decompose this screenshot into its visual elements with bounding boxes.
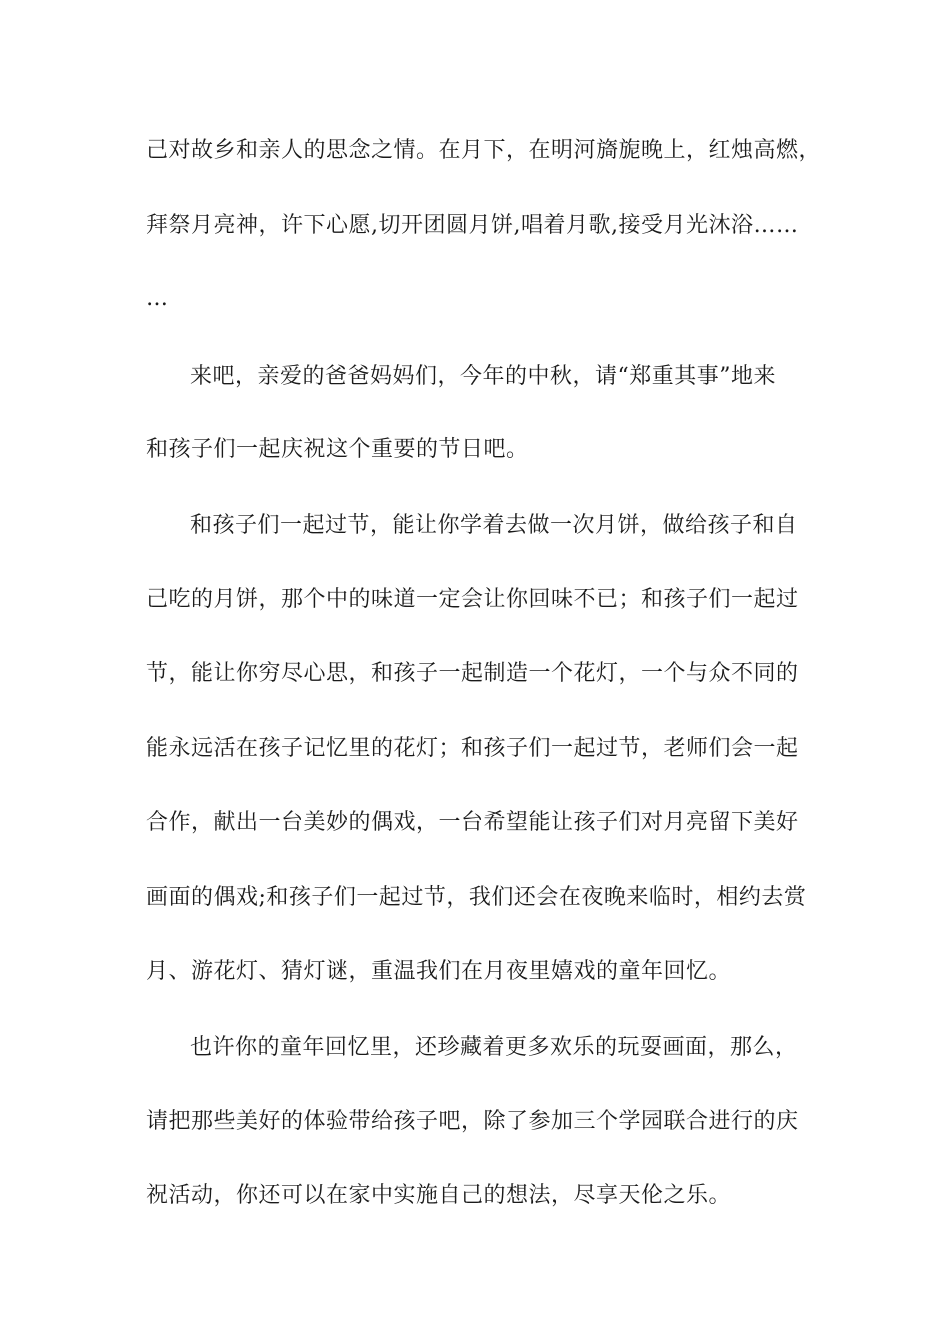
text-line-7: 己吃的月饼，那个中的味道一定会让你回味不已；和孩子们一起过 bbox=[146, 587, 799, 612]
text-line-1: 己对故乡和亲人的思念之情。在月下，在明河旖旎晚上，红烛高燃， bbox=[146, 138, 822, 163]
text-line-14: 请把那些美好的体验带给孩子吧，除了参加三个学园联合进行的庆 bbox=[146, 1109, 799, 1134]
text-line-2: 拜祭月亮神，许下心愿,切开团圆月饼,唱着月歌,接受月光沐浴…… bbox=[146, 213, 799, 238]
text-line-11: 画面的偶戏;和孩子们一起过节，我们还会在夜晚来临时，相约去赏 bbox=[146, 885, 807, 910]
paragraph-start-line-4: 来吧，亲爱的爸爸妈妈们，今年的中秋，请“郑重其事”地来 bbox=[190, 364, 776, 389]
paragraph-start-line-6: 和孩子们一起过节，能让你学着去做一次月饼，做给孩子和自 bbox=[190, 513, 798, 538]
text-line-5: 和孩子们一起庆祝这个重要的节日吧。 bbox=[146, 437, 529, 462]
text-line-3: … bbox=[146, 286, 169, 311]
text-line-10: 合作，献出一台美妙的偶戏，一台希望能让孩子们对月亮留下美好 bbox=[146, 810, 799, 835]
text-line-15: 祝活动，你还可以在家中实施自己的想法，尽享天伦之乐。 bbox=[146, 1183, 732, 1208]
text-line-9: 能永远活在孩子记忆里的花灯；和孩子们一起过节，老师们会一起 bbox=[146, 736, 799, 761]
text-line-8: 节，能让你穷尽心思，和孩子一起制造一个花灯，一个与众不同的 bbox=[146, 661, 799, 686]
paragraph-start-line-13: 也许你的童年回忆里，还珍藏着更多欢乐的玩耍画面，那么， bbox=[190, 1035, 798, 1060]
text-line-12: 月、游花灯、猜灯谜，重温我们在月夜里嬉戏的童年回忆。 bbox=[146, 959, 732, 984]
